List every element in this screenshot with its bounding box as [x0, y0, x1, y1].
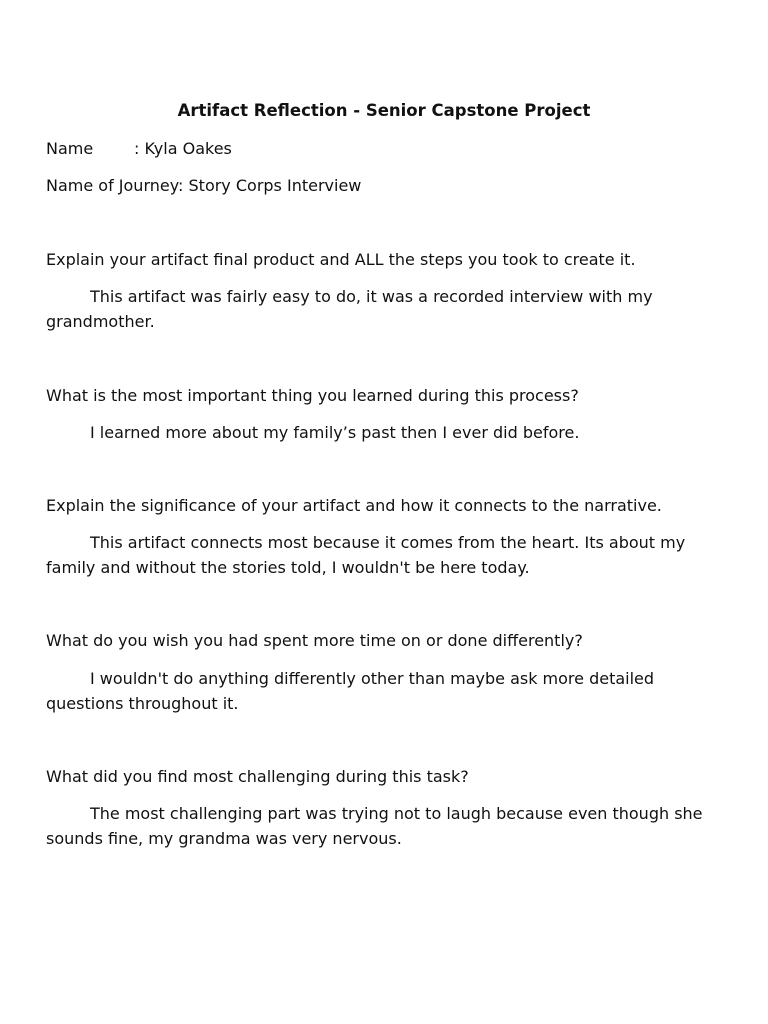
- answer-2: I learned more about my family’s past then I ever did before.: [90, 423, 580, 442]
- answer-4: I wouldn't do anything differently other than maybe ask more detailed questions throughout it.: [46, 669, 655, 713]
- answer-1: This artifact was fairly easy to do, it was a recorded interview with my grandmother.: [46, 287, 653, 331]
- question-3: Explain the significance of your artifact and how it connects to the narrative.: [46, 496, 662, 515]
- name-value: : Kyla Oakes: [134, 139, 232, 158]
- question-5: What did you find most challenging during this task?: [46, 767, 469, 786]
- answer-5: The most challenging part was trying not to laugh because even though she sounds fine, my grandma was very nervous.: [46, 804, 703, 848]
- journey-name-line: Name of Journey: Story Corps Interview: [46, 176, 362, 195]
- answer-3: This artifact connects most because it comes from the heart. Its about my family and without the stories told, I wouldn't be here today.: [46, 533, 686, 577]
- name-label: Name: [46, 139, 94, 158]
- question-1: Explain your artifact final product and ALL the steps you took to create it.: [46, 250, 636, 269]
- student-name-line: [46, 136, 746, 161]
- question-4: What do you wish you had spent more time on or done differently?: [46, 631, 583, 650]
- document-title: Artifact Reflection - Senior Capstone Project: [177, 101, 591, 120]
- question-2: What is the most important thing you learned during this process?: [46, 386, 579, 405]
